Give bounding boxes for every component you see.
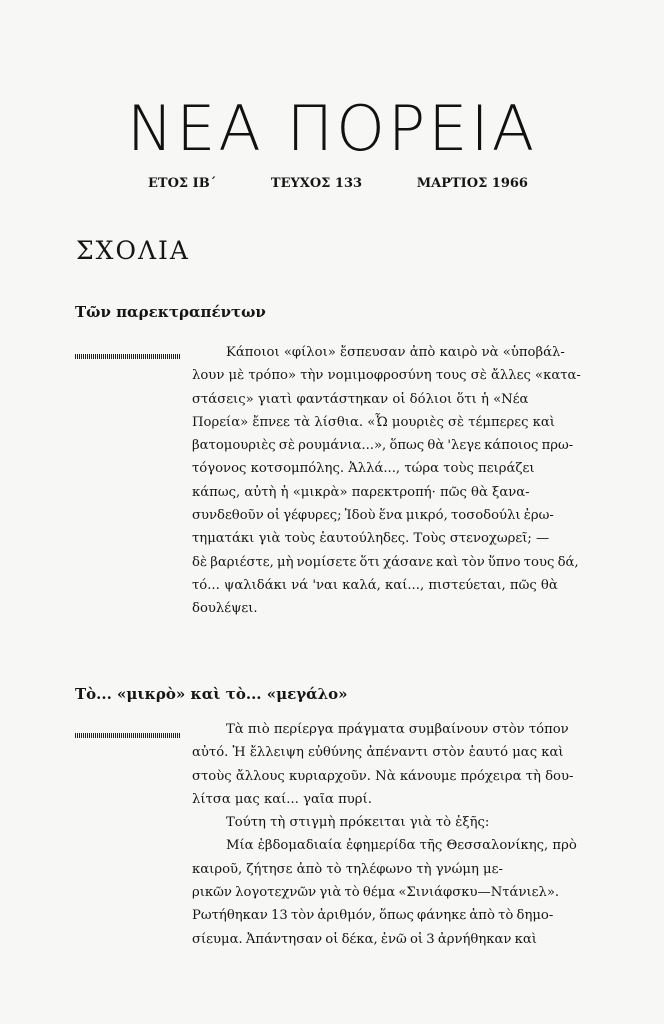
article-body-2 bbox=[192, 718, 594, 951]
text-line: στάσεις» γιατὶ φαντάστηκαν οἱ δόλιοι ὅτι ἡ «Νέα bbox=[192, 391, 529, 407]
text-line: λουν μὲ τρόπο» τὴν νομιμοφροσύνη τους σὲ ἄλλες «κατα- bbox=[192, 368, 581, 384]
text-line: Ρωτήθηκαν 13 τὸν ἀριθμόν, ὅπως φάνηκε ἀπὸ τὸ δημο- bbox=[192, 908, 554, 924]
issue-month: ΜΑΡΤΙΟΣ 1966 bbox=[416, 176, 528, 191]
text-line: τηματάκι γιὰ τοὺς ἑαυτούληδες. Τοὺς στενοχωρεῖ; — bbox=[192, 531, 550, 547]
text-line: στοὺς ἄλλους κυριαρχοῦν. Νὰ κάνουμε πρόχειρα τὴ δου- bbox=[192, 768, 574, 784]
text-line: Μία ἑβδομαδιαία ἐφημερίδα τῆς Θεσσαλονίκης, πρὸ bbox=[226, 838, 577, 854]
article-title-1: Τῶν παρεκτραπέντων bbox=[75, 303, 266, 321]
text-line: τόγονος κοτσομπόλης. Ἀλλά..., τώρα τοὺς πειράζει bbox=[192, 461, 535, 477]
text-line: Πορεία» ἔπνεε τὰ λίσθια. «Ὦ μουριὲς σὲ τέμπερες καὶ bbox=[192, 414, 555, 430]
text-line: δὲ βαριέστε, μὴ νομίσετε ὅτι χάσανε καὶ τὸν ὕπνο τους δά, bbox=[192, 554, 579, 570]
text-line: ρικῶν λογοτεχνῶν γιὰ τὸ θέμα «Σινιάφσκυ—Ντάνιελ». bbox=[192, 885, 560, 901]
decorative-rule bbox=[75, 354, 181, 359]
decorative-rule bbox=[75, 733, 181, 738]
text-line: αὐτό. Ἡ ἔλλειψη εὐθύνης ἀπέναντι στὸν ἑαυτό μας καὶ bbox=[192, 745, 564, 761]
text-line: κάπως, αὐτὴ ἡ «μικρὰ» παρεκτροπή· πῶς θὰ ξανα- bbox=[192, 484, 530, 500]
issue-year: ΕΤΟΣ ΙΒ΄ bbox=[148, 176, 217, 191]
issue-number: ΤΕΥΧΟΣ 133 bbox=[270, 176, 363, 191]
text-line: Κάποιοι «φίλοι» ἔσπευσαν ἀπὸ καιρὸ νὰ «ὑποβάλ- bbox=[226, 345, 565, 360]
text-line: λίτσα μας καί... γαῖα πυρί. bbox=[192, 791, 372, 807]
issue-info bbox=[148, 176, 528, 191]
text-line: τό... ψαλιδάκι νά 'ναι καλά, καί..., πιστεύεται, πῶς θὰ bbox=[192, 577, 558, 593]
section-title: ΣΧΟΛΙΑ bbox=[76, 236, 190, 265]
text-line: καιροῦ, ζήτησε ἀπὸ τὸ τηλέφωνο τὴ γνώμη με- bbox=[192, 861, 503, 877]
text-line: βατομουριὲς σὲ ρουμάνια...», ὅπως θὰ 'λεγε κάποιος πρω- bbox=[192, 438, 574, 454]
article-title-2: Τὸ... «μικρὸ» καὶ τὸ... «μεγάλο» bbox=[75, 685, 348, 703]
text-line: σίευμα. Ἀπάντησαν οἱ δέκα, ἐνῶ οἱ 3 ἀρνήθηκαν καὶ bbox=[192, 931, 537, 947]
text-line: Τὰ πιὸ περίεργα πράγματα συμβαίνουν στὸν τόπον bbox=[226, 722, 569, 737]
text-line: δουλέψει. bbox=[192, 601, 258, 617]
text-line: συνδεθοῦν οἱ γέφυρες; Ἰδοὺ ἕνα μικρό, τοσοδούλι ἐρω- bbox=[192, 508, 554, 524]
article-body-1 bbox=[192, 341, 594, 621]
text-line: Τούτη τὴ στιγμὴ πρόκειται γιὰ τὸ ἑξῆς: bbox=[226, 815, 490, 831]
masthead-title: ΝΕΑ ΠΟΡΕΙΑ bbox=[126, 92, 538, 165]
